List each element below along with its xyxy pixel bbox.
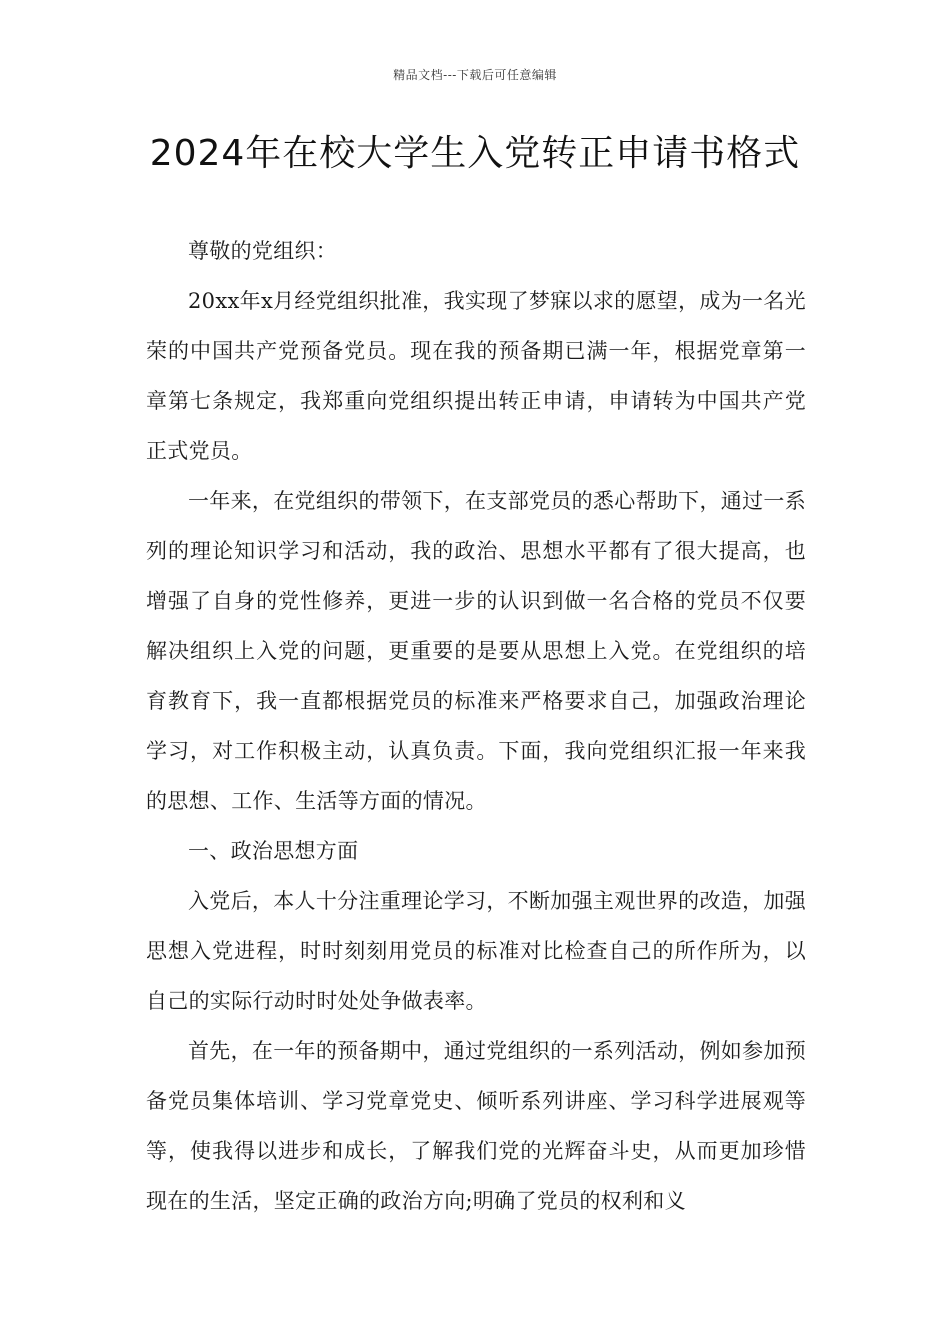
paragraph-1: 20xx年x月经党组织批准，我实现了梦寐以求的愿望，成为一名光荣的中国共产党预备党员。现在我的预备期已满一年，根据党章第一章第七条规定，我郑重向党组织提出转正申请，申请转为中国共产党正式党员。 [146, 289, 806, 463]
header-note: 精品文档---下载后可任意编辑 [393, 68, 557, 82]
paragraph-2: 一年来，在党组织的带领下，在支部党员的悉心帮助下，通过一系列的理论知识学习和活动，我的政治、思想水平都有了很大提高，也增强了自身的党性修养，更进一步的认识到做一名合格的党员不仅要解决组织上入党的问题，更重要的是要从思想上入党。在党组织的培育教育下，我一直都根据党员的标准来严格要求自己，加强政治理论学习，对工作积极主动，认真负责。下面，我向党组织汇报一年来我的思想、工作、生活等方面的情况。 [146, 489, 806, 813]
document-body [146, 226, 806, 1226]
document-title: 2024年在校大学生入党转正申请书格式 [149, 133, 801, 174]
paragraph-3: 入党后，本人十分注重理论学习，不断加强主观世界的改造，加强思想入党进程，时时刻刻用党员的标准对比检查自己的所作所为，以自己的实际行动时时处处争做表率。 [146, 889, 806, 1013]
section-heading: 一、政治思想方面 [188, 839, 359, 863]
paragraph-4: 首先，在一年的预备期中，通过党组织的一系列活动，例如参加预备党员集体培训、学习党章党史、倾听系列讲座、学习科学进展观等等，使我得以进步和成长，了解我们党的光辉奋斗史，从而更加珍惜现在的生活，坚定正确的政治方向;明确了党员的权利和义 [146, 1039, 806, 1213]
salutation: 尊敬的党组织： [188, 239, 338, 263]
